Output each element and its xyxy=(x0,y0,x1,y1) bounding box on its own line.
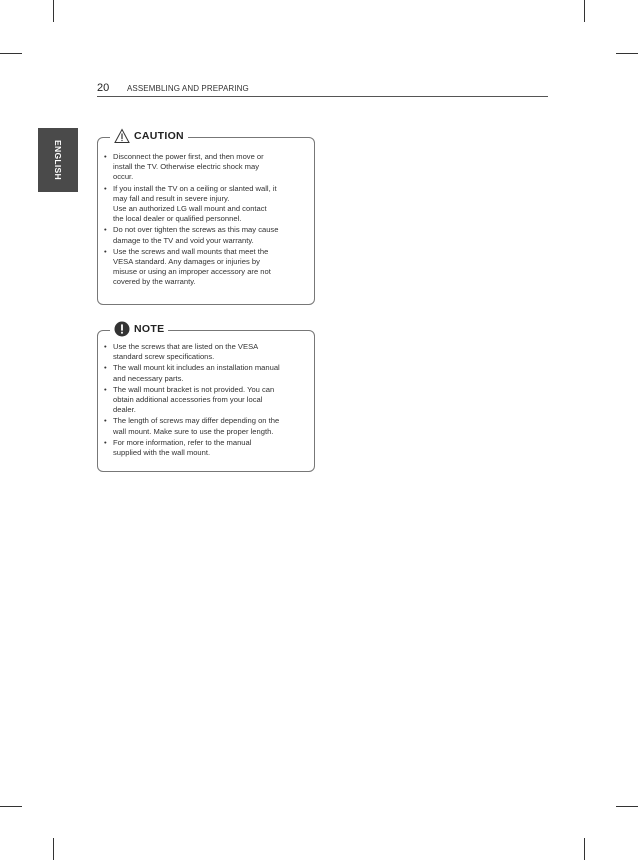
exclamation-circle-icon xyxy=(114,321,130,337)
caution-box xyxy=(97,130,315,305)
list-item-text: For more information, refer to the manual supplied with the wall mount. xyxy=(113,437,252,458)
warning-triangle-icon xyxy=(114,128,130,144)
list-item xyxy=(104,152,308,183)
crop-mark xyxy=(0,53,22,54)
list-item xyxy=(104,247,308,288)
list-item xyxy=(104,438,308,458)
list-item xyxy=(104,385,308,416)
crop-mark xyxy=(0,806,22,807)
list-item xyxy=(104,184,308,225)
crop-mark xyxy=(53,0,54,22)
list-item-text: Use the screws and wall mounts that meet the VESA standard. Any damages or injuries by misuse or using an improper accessory are not covered by the warranty. xyxy=(113,246,271,287)
list-item xyxy=(104,416,308,436)
list-item-text: The wall mount bracket is not provided. You can obtain additional accessories from your local dealer. xyxy=(113,384,275,415)
crop-mark xyxy=(53,838,54,860)
crop-mark xyxy=(616,53,638,54)
note-list xyxy=(104,342,308,459)
crop-mark xyxy=(584,838,585,860)
page-header xyxy=(97,82,548,97)
note-title: NOTE xyxy=(134,323,165,335)
note-header xyxy=(110,321,168,337)
language-tab-label: ENGLISH xyxy=(53,140,63,180)
crop-mark xyxy=(584,0,585,22)
page-number: 20 xyxy=(97,82,110,94)
list-item-text: Use the screws that are listed on the VESA standard screw specifications. xyxy=(113,342,259,362)
language-tab xyxy=(38,128,78,192)
caution-list xyxy=(104,152,308,289)
list-item xyxy=(104,342,308,362)
crop-mark xyxy=(616,806,638,807)
list-item xyxy=(104,363,308,383)
caution-title: CAUTION xyxy=(134,130,184,142)
note-box xyxy=(97,323,315,472)
section-title: ASSEMBLING AND PREPARING xyxy=(127,84,249,93)
caution-header xyxy=(110,128,188,144)
list-item-text: The length of screws may differ depending on the wall mount. Make sure to use the proper length. xyxy=(113,416,280,436)
list-item xyxy=(104,225,308,245)
list-item-text: The wall mount kit includes an installation manual and necessary parts. xyxy=(113,363,280,383)
list-item-text: If you install the TV on a ceiling or slanted wall, it may fall and result in severe injury. Use an authorized LG wall mount and contact the local dealer or qualified personnel. xyxy=(113,183,277,224)
list-item-text: Do not over tighten the screws as this may cause damage to the TV and void your warranty. xyxy=(113,225,279,245)
list-item-text: Disconnect the power first, and then move or install the TV. Otherwise electric shock may occur. xyxy=(113,152,264,182)
